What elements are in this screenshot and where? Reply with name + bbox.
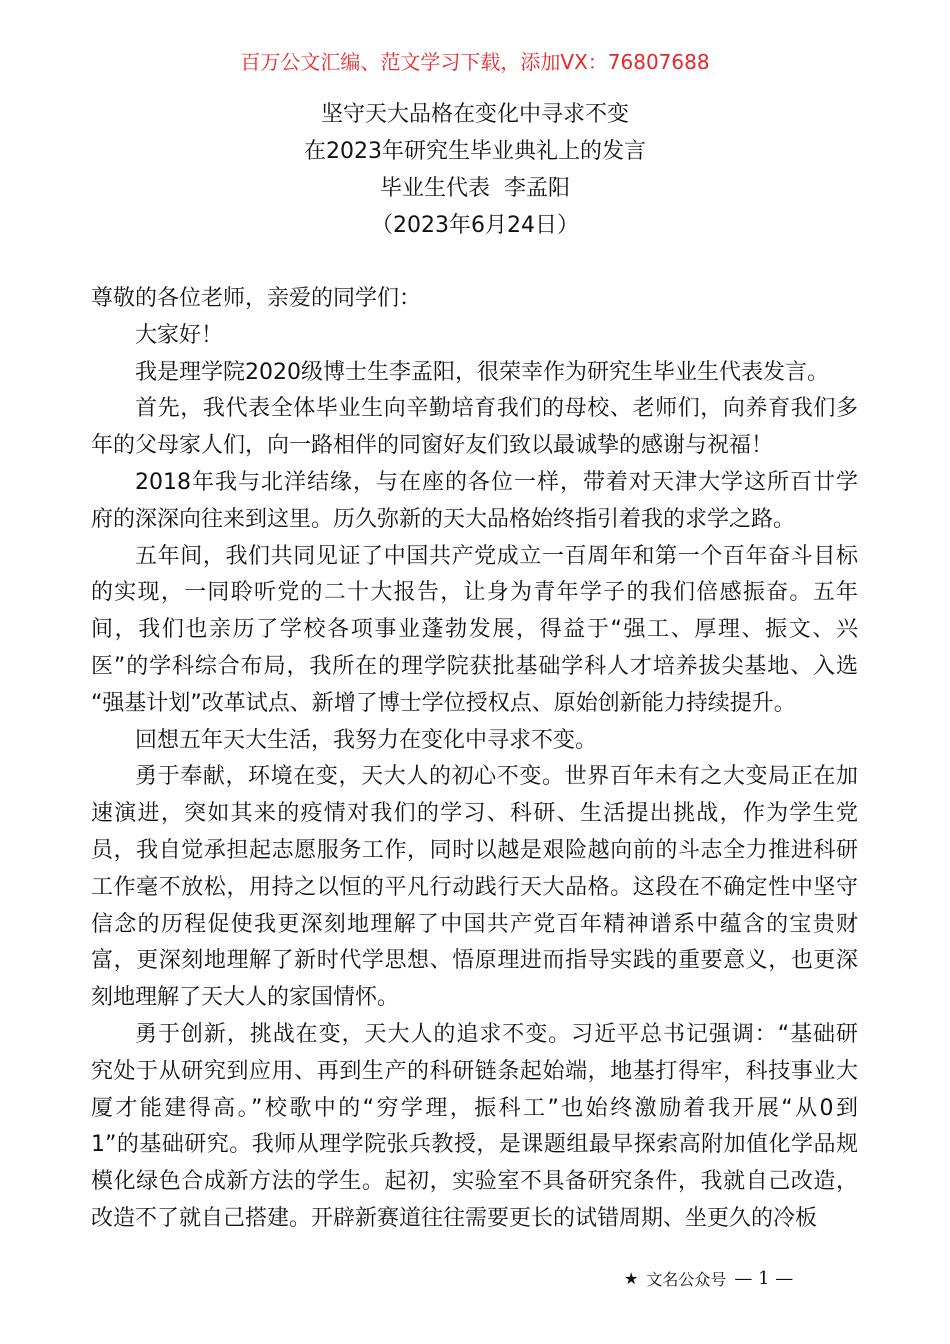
speaker: 毕业生代表 李孟阳 bbox=[380, 176, 570, 201]
footer-label: 文名公众号 bbox=[646, 1270, 727, 1289]
text-line: 勇于创新，挑战在变，天大人的追求不变。习近平总书记强调：“基础研 bbox=[135, 1021, 858, 1047]
text-line: 员，我自觉承担起志愿服务工作，同时以越是艰险越向前的斗志全力推进科研 bbox=[91, 837, 858, 863]
text-line: 医”的学科综合布局，我所在的理学院获批基础学科人才培养拔尖基地、入选 bbox=[91, 653, 858, 679]
text-line: 间，我们也亲历了学校各项事业蓬勃发展，得益于“强工、厚理、振文、兴 bbox=[91, 617, 858, 643]
doc-subtitle: 在2023年研究生毕业典礼上的发言 bbox=[304, 139, 646, 164]
watermark-banner: 百万公文汇编、范文学习下载，添加VX：76807688 bbox=[240, 50, 710, 74]
text-line: 究处于从研究到应用、再到生产的科研链条起始端，地基打得牢，科技事业大 bbox=[91, 1058, 858, 1084]
paragraph bbox=[91, 281, 858, 318]
text-line: 速演进，突如其来的疫情对我们的学习、科研、生活提出挑战，作为学生党 bbox=[91, 801, 858, 827]
document-body bbox=[91, 281, 858, 1238]
text-line: 2018年我与北洋结缘，与在座的各位一样，带着对天津大学这所百廿学 bbox=[135, 469, 858, 495]
text-line: 尊敬的各位老师，亲爱的同学们： bbox=[91, 286, 422, 311]
text-line: “强基计划”改革试点、新增了博士学位授权点、原始创新能力持续提升。 bbox=[91, 690, 796, 716]
doc-title: 坚守天大品格在变化中寻求不变 bbox=[320, 102, 629, 127]
text-line: 信念的历程促使我更深刻地理解了中国共产党百年精神谱系中蕴含的宝贵财 bbox=[91, 911, 858, 937]
text-line: 年的父母家人们，向一路相伴的同窗好友们致以最诚挚的感谢与祝福！ bbox=[91, 433, 774, 459]
text-line: 我是理学院2020级博士生李孟阳，很荣幸作为研究生毕业生代表发言。 bbox=[135, 359, 829, 385]
text-line: 模化绿色合成新方法的学生。起初，实验室不具备研究条件，我就自己改造， bbox=[91, 1169, 858, 1195]
text-line: 改造不了就自己搭建。开辟新赛道往往需要更长的试错周期、坐更久的冷板 bbox=[91, 1205, 818, 1231]
page-number: — 1 — bbox=[734, 1268, 794, 1289]
doc-date: （2023年6月24日） bbox=[371, 213, 579, 238]
text-line: 五年间，我们共同见证了中国共产党成立一百周年和第一个百年奋斗目标 bbox=[135, 543, 858, 569]
paragraph bbox=[91, 539, 858, 723]
text-line: 1”的基础研究。我师从理学院张兵教授，是课题组最早探索高附加值化学品规 bbox=[91, 1132, 858, 1158]
text-line: 的实现，一同聆听党的二十大报告，让身为青年学子的我们倍感振奋。五年 bbox=[91, 580, 858, 606]
paragraph bbox=[91, 723, 858, 760]
page-footer bbox=[624, 1267, 793, 1290]
paragraph bbox=[91, 1017, 858, 1238]
text-line: 工作毫不放松，用持之以恒的平凡行动践行天大品格。这段在不确定性中坚守 bbox=[91, 874, 858, 900]
paragraph bbox=[91, 759, 858, 1017]
text-line: 厦才能建得高。”校歌中的“穷学理，振科工”也始终激励着我开展“从0到 bbox=[91, 1095, 858, 1121]
text-line: 大家好！ bbox=[135, 322, 224, 348]
text-line: 府的深深向往来到这里。历久弥新的天大品格始终指引着我的求学之路。 bbox=[91, 506, 796, 532]
text-line: 回想五年天大生活，我努力在变化中寻求不变。 bbox=[135, 727, 598, 753]
paragraph bbox=[91, 391, 858, 465]
paragraph bbox=[91, 355, 858, 392]
text-line: 首先，我代表全体毕业生向辛勤培育我们的母校、老师们，向养育我们多 bbox=[135, 396, 858, 422]
paragraph bbox=[91, 318, 858, 355]
text-line: 勇于奉献，环境在变，天大人的初心不变。世界百年未有之大变局正在加 bbox=[135, 764, 858, 790]
paragraph bbox=[91, 465, 858, 539]
text-line: 富，更深刻地理解了新时代学思想、悟原理进而指导实践的重要意义，也更深 bbox=[91, 948, 858, 974]
text-line: 刻地理解了天大人的家国情怀。 bbox=[91, 985, 400, 1011]
star-icon: ★ bbox=[624, 1269, 639, 1288]
